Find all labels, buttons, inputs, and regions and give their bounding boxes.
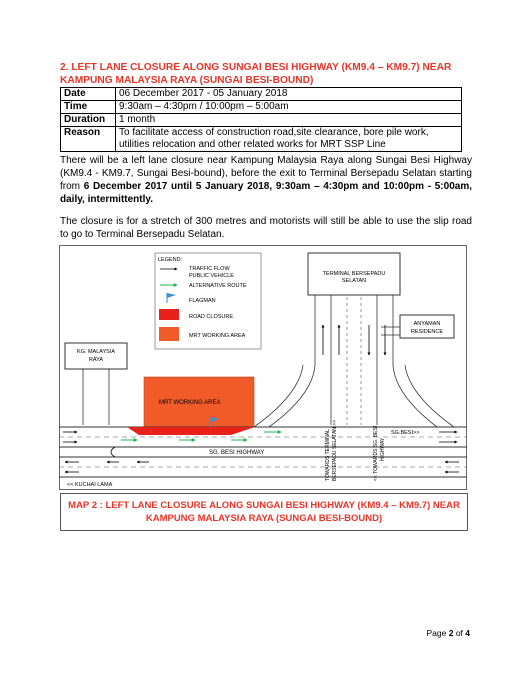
svg-text:MRT WORKING AREA: MRT WORKING AREA xyxy=(189,333,246,339)
map-legend xyxy=(155,253,261,349)
page-label: Page xyxy=(426,628,449,638)
highway-label: SG. BESI HIGHWAY xyxy=(209,450,265,456)
svg-text:SELATAN: SELATAN xyxy=(341,278,367,284)
section-heading: 2. LEFT LANE CLOSURE ALONG SUNGAI BESI HIGHWAY (KM9.4 – KM9.7) NEAR KAMPUNG MALAYSIA RAYA (SUNGAI BESI-BOUND) xyxy=(60,62,452,86)
svg-text:FLAGMAN: FLAGMAN xyxy=(189,298,216,304)
description-dates: 6 December 2017 until 5 January 2018, 9:30am – 4:30pm and 10:00pm - 5:00am, daily, intermittently. xyxy=(60,181,472,205)
row-value: 9:30am – 4:30pm / 10:00pm – 5:00am xyxy=(116,101,462,114)
closure-details-table xyxy=(60,87,462,152)
table-row xyxy=(61,127,462,152)
svg-text:HIGHWAY: HIGHWAY xyxy=(380,437,386,461)
svg-text:ANYAMAN: ANYAMAN xyxy=(413,321,441,327)
kuchai-lama-label: << KUCHAI LAMA xyxy=(67,482,113,488)
svg-text:TRAFFIC FLOW: TRAFFIC FLOW xyxy=(189,266,230,272)
svg-text:<< TOWARDS SG. BESI: << TOWARDS SG. BESI xyxy=(373,425,379,481)
row-value: To facilitate access of construction road,site clearance, bore pile work, utilities relocation and other related works for MRT SSP Line xyxy=(116,127,462,152)
svg-text:LEGEND:: LEGEND: xyxy=(158,257,183,263)
terminal-building xyxy=(308,253,400,295)
caption-line: KAMPUNG MALAYSIA RAYA (SUNGAI BESI-BOUND) xyxy=(145,513,383,524)
svg-text:RAYA: RAYA xyxy=(88,357,104,363)
mrt-area-label: MRT WORKING AREA xyxy=(159,400,221,406)
closure-map xyxy=(59,245,467,490)
row-value: 1 month xyxy=(116,114,462,127)
svg-text:KG. MALAYSIA: KG. MALAYSIA xyxy=(76,349,116,355)
table-row xyxy=(61,114,462,127)
row-label: Reason xyxy=(61,127,116,152)
svg-text:BERSEPADU SELATAN >>: BERSEPADU SELATAN >> xyxy=(332,419,338,481)
svg-text:ROAD CLOSURE: ROAD CLOSURE xyxy=(189,314,234,320)
mrt-area-swatch xyxy=(159,327,179,341)
svg-text:TOWARDS TERMINAL: TOWARDS TERMINAL xyxy=(325,429,331,481)
table-row xyxy=(61,101,462,114)
closure-description xyxy=(60,154,472,206)
svg-text:TERMINAL BERSEPADU: TERMINAL BERSEPADU xyxy=(322,271,386,277)
table-row xyxy=(61,88,462,101)
sg-besi-label: SG.BESI>> xyxy=(391,430,420,436)
page-current: 2 xyxy=(448,628,454,638)
row-label: Duration xyxy=(61,114,116,127)
kg-malaysia-raya xyxy=(65,343,127,369)
page-of: of xyxy=(453,628,466,638)
row-label: Date xyxy=(61,88,116,101)
caption-line: MAP 2 : LEFT LANE CLOSURE ALONG SUNGAI BESI HIGHWAY (KM9.4 – KM9.7) NEAR xyxy=(68,500,460,511)
anyaman-residence xyxy=(400,315,454,338)
closure-stretch-note: The closure is for a stretch of 300 metres and motorists will still be able to use the slip road to go to Terminal Bersepadu Selatan. xyxy=(60,216,472,240)
description-text: There will be a left lane closure near Kampung Malaysia Raya along Sungai Besi Highway (KM9.4 - KM9.7, Sungai Besi-bound), before the exit to Terminal Bersepadu Selatan starting from xyxy=(60,155,472,192)
row-label: Time xyxy=(61,101,116,114)
svg-text:RESIDENCE: RESIDENCE xyxy=(410,329,444,335)
svg-text:ALTERNATIVE ROUTE: ALTERNATIVE ROUTE xyxy=(189,283,247,289)
road-closure-swatch xyxy=(159,309,179,320)
page-number xyxy=(427,628,471,638)
page-total: 4 xyxy=(465,628,470,638)
svg-text:PUBLIC VEHICLE: PUBLIC VEHICLE xyxy=(189,273,234,279)
map-caption xyxy=(60,493,468,531)
row-value: 06 December 2017 - 05 January 2018 xyxy=(116,88,462,101)
